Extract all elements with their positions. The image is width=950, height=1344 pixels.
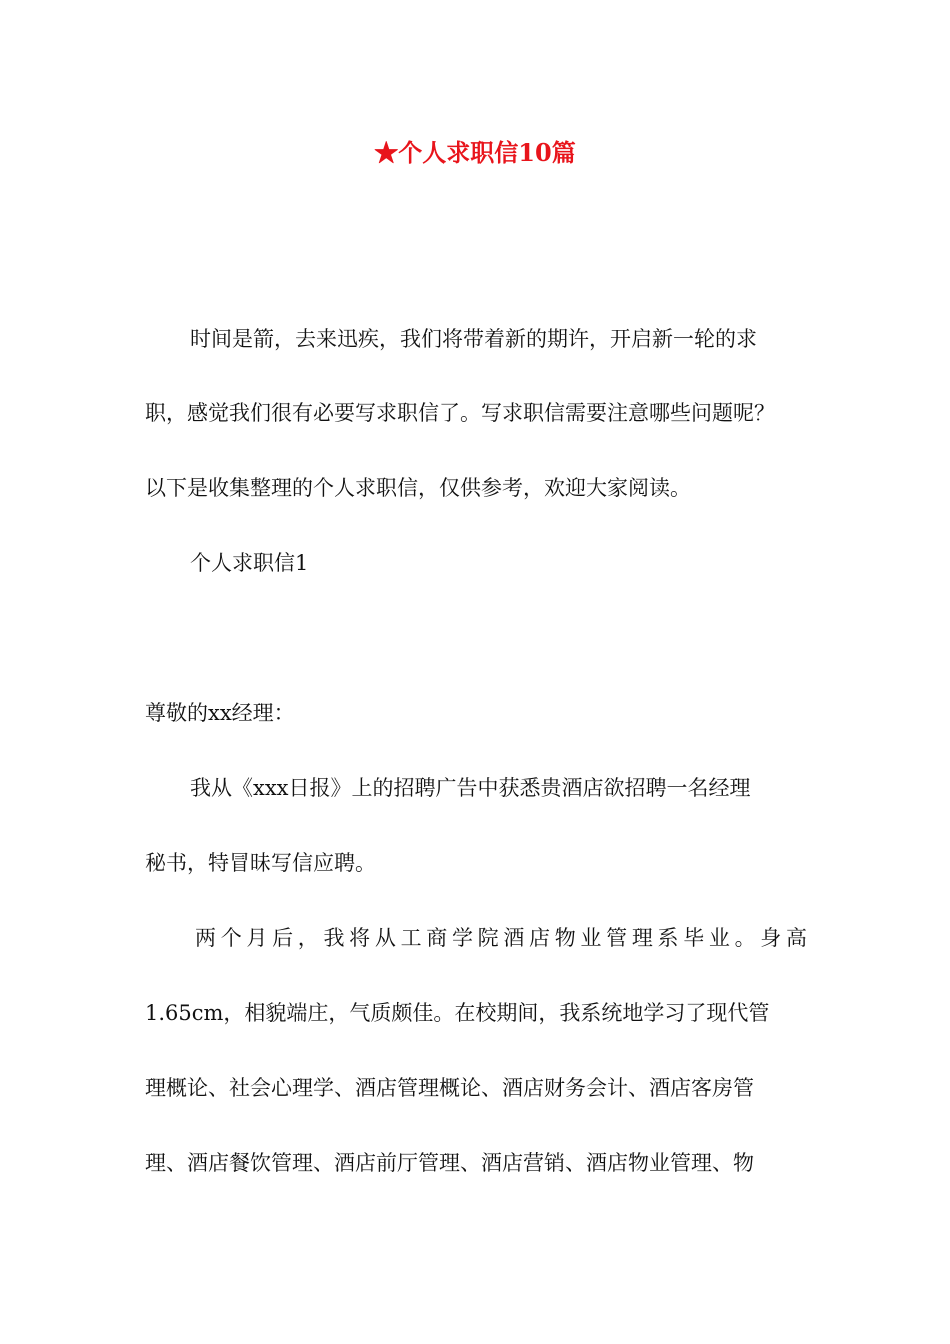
body-line-1: 时间是箭，去来迅疾，我们将带着新的期许，开启新一轮的求 <box>190 327 757 351</box>
body-line-9: 理、酒店餐饮管理、酒店前厅管理、酒店营销、酒店物业管理、物 <box>145 1151 754 1175</box>
body-line-4: 我从《xxx日报》上的招聘广告中获悉贵酒店欲招聘一名经理 <box>190 776 751 800</box>
body-line-8: 理概论、社会心理学、酒店管理概论、酒店财务会计、酒店客房管 <box>145 1076 754 1100</box>
salutation: 尊敬的xx经理： <box>145 701 295 725</box>
body-line-7: 1.65cm，相貌端庄，气质颇佳。在校期间，我系统地学习了现代管 <box>145 1001 770 1025</box>
section-heading: 个人求职信1 <box>190 551 309 575</box>
document-title: ★个人求职信10篇 <box>374 138 576 167</box>
body-line-2: 职，感觉我们很有必要写求职信了。写求职信需要注意哪些问题呢？ <box>145 401 775 425</box>
body-line-5: 秘书，特冒昧写信应聘。 <box>145 851 376 875</box>
body-line-3: 以下是收集整理的个人求职信，仅供参考，欢迎大家阅读。 <box>145 476 691 500</box>
body-line-6: 两个月后，我将从工商学院酒店物业管理系毕业。身高 <box>195 926 807 950</box>
